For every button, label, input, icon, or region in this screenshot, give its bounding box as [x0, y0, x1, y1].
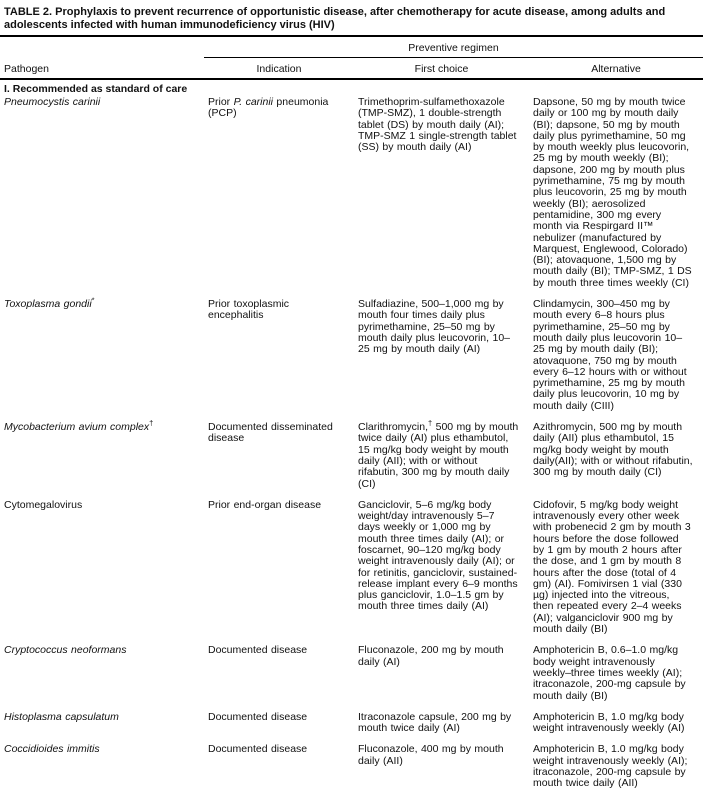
spanner-row [0, 42, 703, 58]
alternative-cell: Azithromycin, 500 mg by mouth daily (AII) plus ethambutol, 15 mg/kg body weight by mouth daily(AII); with or without rifabutin, 300 mg by mouth daily (CI) [533, 421, 693, 479]
alternative-cell: Amphotericin B, 0.6–1.0 mg/kg body weight intravenously weekly–three times weekly (AI); itraconazole, 200-mg capsule by mouth daily (BI) [533, 644, 686, 702]
first-choice-cell: Fluconazole, 200 mg by mouth daily (AI) [358, 644, 504, 668]
alternative-cell: Dapsone, 50 mg by mouth twice daily or 100 mg by mouth daily (BI); dapsone, 50 mg by mouth daily plus pyrimethamine, 50 mg by mouth weekly plus leucovorin, 25 mg by mouth weekly (BI); dapsone, 200 mg by mouth plus pyrimethamine, 75 mg by mouth plus leucovorin, 25 mg by mouth weekly (BI); aerosolized pentamidine, 300 mg every month via Respirgard II™ nebulizer (manufactured by Marquest, Englewood, Colorado) (BI); atovaquone, 1,500 mg by mouth daily (BI); TMP-SMZ, 1 DS by mouth three times weekly (CI) [533, 96, 692, 289]
spanner-spacer [0, 42, 204, 58]
alternative-cell: Amphotericin B, 1.0 mg/kg body weight intravenously weekly (AI) [533, 710, 685, 735]
column-header-indication: Indication [256, 63, 302, 75]
first-choice-cell: Fluconazole, 400 mg by mouth daily (AII) [358, 743, 504, 767]
first-choice-cell: Clarithromycin,† 500 mg by mouth twice daily (AI) plus ethambutol, 15 mg/kg body weight by mouth daily (AII); with or without rifabutin, 300 mg by mouth daily (CI) [358, 418, 519, 490]
column-header-row [0, 58, 703, 80]
indication-cell: Prior toxoplasmic encephalitis [208, 298, 290, 322]
table-row [0, 744, 703, 789]
pathogen-cell: Cytomegalovirus [4, 498, 83, 511]
column-header-alternative: Alternative [591, 63, 641, 75]
section-header: I. Recommended as standard of care [4, 83, 188, 95]
table-row [0, 645, 703, 701]
first-choice-cell: Sulfadiazine, 500–1,000 mg by mouth four times daily plus pyrimethamine, 25–50 mg by mouth daily plus leucovorin, 10–25 mg by mouth daily (AI) [358, 298, 511, 356]
pathogen-cell: Cryptococcus neoformans [4, 644, 127, 657]
table-row [0, 97, 703, 289]
indication-cell: Documented disease [208, 710, 308, 723]
spanner-label: Preventive regimen [204, 42, 703, 58]
table-body [0, 97, 703, 790]
table-row [0, 295, 703, 412]
alternative-cell: Cidofovir, 5 mg/kg body weight intravenously every other week with probenecid 2 gm by mouth 3 hours before the dose followed by 1 gm by mouth 2 hours after the dose, and 1 gm by mouth 8 hours after the dose (total of 4 gm) (AI). Fomivirsen 1 vial (330 µg) injected into the vitreous, then repeated every 2–4 weeks (AI); valganciclovir 900 mg by mouth daily (BI) [533, 498, 691, 636]
indication-cell: Prior end-organ disease [208, 498, 322, 511]
table-row [0, 500, 703, 636]
first-choice-cell: Trimethoprim-sulfamethoxazole (TMP-SMZ), 1 double-strength tablet (DS) by mouth daily (AI); TMP-SMZ 1 single-strength tablet (SS) by mouth daily (AI) [358, 96, 517, 154]
table-row [0, 418, 703, 490]
pathogen-cell: Pneumocystis carinii [4, 96, 101, 108]
first-choice-cell: Ganciclovir, 5–6 mg/kg body weight/day intravenously 5–7 days weekly or 1,000 mg by mouth three times daily (AI); or foscarnet, 90–120 mg/kg body weight intravenously daily (AI); or for retinitis, ganciclovir, sustained-release implant every 6–9 months plus ganciclovir, 1.0–1.5 gm by mouth three times daily (AI) [358, 498, 518, 613]
alternative-cell: Amphotericin B, 1.0 mg/kg body weight intravenously weekly (AI); itraconazole, 200-mg capsule by mouth twice daily (AII) [533, 743, 688, 790]
indication-cell: Prior P. carinii pneumonia (PCP) [208, 96, 329, 120]
table-title: TABLE 2. Prophylaxis to prevent recurrence of opportunistic disease, after chemotherapy for acute disease, among adults and adolescents infected with human immunodeficiency virus (HIV) [0, 0, 703, 37]
table-row [0, 712, 703, 735]
column-header-first-choice: First choice [414, 63, 469, 75]
alternative-cell: Clindamycin, 300–450 mg by mouth every 6–8 hours plus pyrimethamine, 25–50 mg by mouth daily plus leucovorin 10–25 mg by mouth daily (BI); atovaquone, 750 mg by mouth every 6–12 hours with or without pyrimethamine, 25 mg by mouth daily plus leucovorin, 10 mg by mouth daily (CIII) [533, 298, 687, 412]
pathogen-cell: Mycobacterium avium complex† [4, 418, 154, 434]
column-header-pathogen: Pathogen [4, 63, 49, 75]
indication-cell: Documented disease [208, 644, 308, 657]
indication-cell: Documented disseminated disease [208, 421, 333, 445]
pathogen-cell: Histoplasma capsulatum [4, 710, 119, 723]
pathogen-cell: Toxoplasma gondii* [4, 295, 95, 311]
indication-cell: Documented disease [208, 743, 308, 756]
first-choice-cell: Itraconazole capsule, 200 mg by mouth twice daily (AI) [358, 710, 512, 735]
pathogen-cell: Coccidioides immitis [4, 743, 100, 756]
